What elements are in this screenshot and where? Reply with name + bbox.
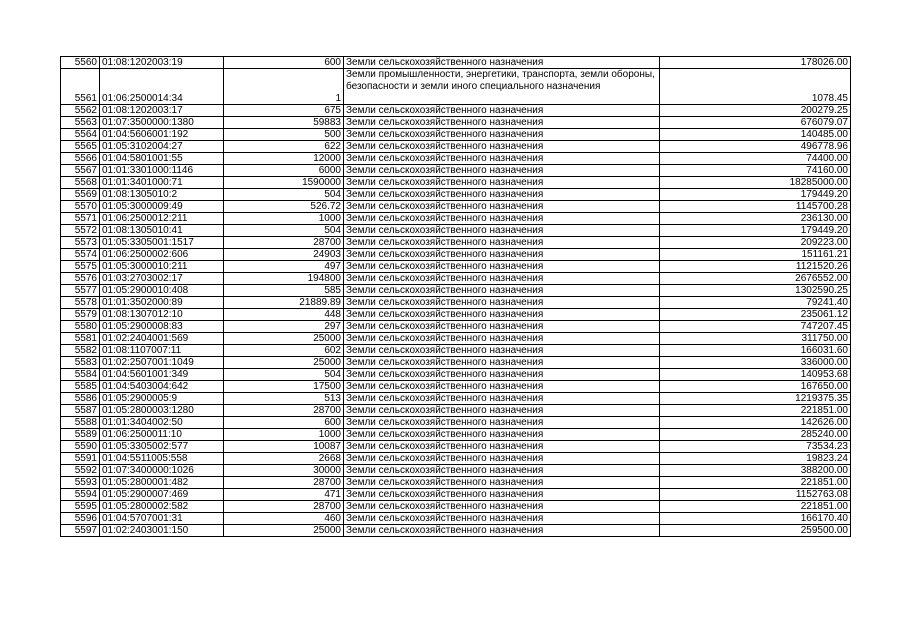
row-number-cell: 5583 xyxy=(61,357,100,369)
land-category-cell: Земли сельскохозяйственного назначения xyxy=(344,237,660,249)
cadastral-value-cell: 179449.20 xyxy=(660,225,851,237)
row-number-cell: 5569 xyxy=(61,189,100,201)
table-row xyxy=(61,489,851,501)
table-row xyxy=(61,189,851,201)
land-category-cell: Земли сельскохозяйственного назначения xyxy=(344,225,660,237)
cadastral-number-cell: 01:02:2403001:150 xyxy=(100,525,224,537)
cadastral-number-cell: 01:05:3000010:211 xyxy=(100,261,224,273)
cadastral-value-cell: 151161.21 xyxy=(660,249,851,261)
row-number-cell: 5580 xyxy=(61,321,100,333)
row-number-cell: 5574 xyxy=(61,249,100,261)
table-row xyxy=(61,213,851,225)
land-category-cell: Земли сельскохозяйственного назначения xyxy=(344,285,660,297)
row-number-cell: 5591 xyxy=(61,453,100,465)
land-category-cell: Земли сельскохозяйственного назначения xyxy=(344,213,660,225)
cadastral-value-cell: 1302590.25 xyxy=(660,285,851,297)
table-row xyxy=(61,201,851,213)
table-row xyxy=(61,225,851,237)
cadastral-number-cell: 01:08:1107007:11 xyxy=(100,345,224,357)
cadastral-value-cell: 1121520.26 xyxy=(660,261,851,273)
land-category-cell: Земли сельскохозяйственного назначения xyxy=(344,153,660,165)
row-number-cell: 5575 xyxy=(61,261,100,273)
area-cell: 10087 xyxy=(224,441,344,453)
land-category-cell: Земли сельскохозяйственного назначения xyxy=(344,513,660,525)
row-number-cell: 5594 xyxy=(61,489,100,501)
cadastral-value-cell: 179449.20 xyxy=(660,189,851,201)
cadastral-value-cell: 18285000.00 xyxy=(660,177,851,189)
area-cell: 12000 xyxy=(224,153,344,165)
area-cell: 622 xyxy=(224,141,344,153)
table-row xyxy=(61,477,851,489)
table-row xyxy=(61,465,851,477)
cadastral-number-cell: 01:05:2900005:9 xyxy=(100,393,224,405)
cadastral-number-cell: 01:04:5707001:31 xyxy=(100,513,224,525)
table-row xyxy=(61,105,851,117)
land-category-cell: Земли сельскохозяйственного назначения xyxy=(344,165,660,177)
area-cell: 500 xyxy=(224,129,344,141)
land-category-cell: Земли сельскохозяйственного назначения xyxy=(344,201,660,213)
area-cell: 600 xyxy=(224,417,344,429)
land-category-cell: Земли сельскохозяйственного назначения xyxy=(344,525,660,537)
row-number-cell: 5563 xyxy=(61,117,100,129)
row-number-cell: 5597 xyxy=(61,525,100,537)
area-cell: 513 xyxy=(224,393,344,405)
row-number-cell: 5595 xyxy=(61,501,100,513)
cadastral-value-cell: 388200.00 xyxy=(660,465,851,477)
row-number-cell: 5582 xyxy=(61,345,100,357)
area-cell: 25000 xyxy=(224,357,344,369)
area-cell: 25000 xyxy=(224,525,344,537)
cadastral-number-cell: 01:06:2500014:34 xyxy=(100,69,224,105)
land-category-cell: Земли сельскохозяйственного назначения xyxy=(344,105,660,117)
area-cell: 24903 xyxy=(224,249,344,261)
cadastral-number-cell: 01:01:3401000:71 xyxy=(100,177,224,189)
land-category-cell: Земли сельскохозяйственного назначения xyxy=(344,357,660,369)
table-row xyxy=(61,117,851,129)
table-row xyxy=(61,381,851,393)
table-row xyxy=(61,345,851,357)
table-row xyxy=(61,321,851,333)
cadastral-value-cell: 73534.23 xyxy=(660,441,851,453)
table-row xyxy=(61,417,851,429)
area-cell: 600 xyxy=(224,57,344,69)
cadastral-number-cell: 01:08:1202003:19 xyxy=(100,57,224,69)
cadastral-value-cell: 496778.96 xyxy=(660,141,851,153)
land-category-cell: Земли сельскохозяйственного назначения xyxy=(344,501,660,513)
area-cell: 30000 xyxy=(224,465,344,477)
cadastral-value-cell: 140485.00 xyxy=(660,129,851,141)
land-category-cell: Земли промышленности, энергетики, транспорта, земли обороны, безопасности и земли иного специального назначения xyxy=(344,69,660,105)
cadastral-value-cell: 74160.00 xyxy=(660,165,851,177)
row-number-cell: 5567 xyxy=(61,165,100,177)
cadastral-number-cell: 01:05:2800002:582 xyxy=(100,501,224,513)
cadastral-number-cell: 01:05:2900010:408 xyxy=(100,285,224,297)
cadastral-value-cell: 1145700.28 xyxy=(660,201,851,213)
cadastral-value-cell: 167650.00 xyxy=(660,381,851,393)
cadastral-number-cell: 01:04:5511005:558 xyxy=(100,453,224,465)
land-plots-table xyxy=(60,56,851,537)
land-category-cell: Земли сельскохозяйственного назначения xyxy=(344,297,660,309)
area-cell: 297 xyxy=(224,321,344,333)
land-category-cell: Земли сельскохозяйственного назначения xyxy=(344,189,660,201)
area-cell: 2668 xyxy=(224,453,344,465)
cadastral-number-cell: 01:01:3301000:1146 xyxy=(100,165,224,177)
area-cell: 28700 xyxy=(224,477,344,489)
area-cell: 1590000 xyxy=(224,177,344,189)
cadastral-value-cell: 221851.00 xyxy=(660,405,851,417)
cadastral-value-cell: 1219375.35 xyxy=(660,393,851,405)
land-category-cell: Земли сельскохозяйственного назначения xyxy=(344,381,660,393)
cadastral-number-cell: 01:08:1305010:41 xyxy=(100,225,224,237)
cadastral-number-cell: 01:02:2507001:1049 xyxy=(100,357,224,369)
row-number-cell: 5579 xyxy=(61,309,100,321)
cadastral-number-cell: 01:07:3400000:1026 xyxy=(100,465,224,477)
table-row xyxy=(61,429,851,441)
row-number-cell: 5572 xyxy=(61,225,100,237)
table-row xyxy=(61,441,851,453)
land-category-cell: Земли сельскохозяйственного назначения xyxy=(344,321,660,333)
row-number-cell: 5587 xyxy=(61,405,100,417)
cadastral-number-cell: 01:08:1305010:2 xyxy=(100,189,224,201)
land-category-cell: Земли сельскохозяйственного назначения xyxy=(344,465,660,477)
cadastral-value-cell: 2676552.00 xyxy=(660,273,851,285)
cadastral-value-cell: 166031.60 xyxy=(660,345,851,357)
row-number-cell: 5577 xyxy=(61,285,100,297)
area-cell: 504 xyxy=(224,189,344,201)
area-cell: 21889.89 xyxy=(224,297,344,309)
table-row xyxy=(61,261,851,273)
table-row xyxy=(61,177,851,189)
cadastral-number-cell: 01:06:2500012:211 xyxy=(100,213,224,225)
row-number-cell: 5578 xyxy=(61,297,100,309)
area-cell: 504 xyxy=(224,369,344,381)
land-category-cell: Земли сельскохозяйственного назначения xyxy=(344,261,660,273)
land-category-cell: Земли сельскохозяйственного назначения xyxy=(344,249,660,261)
area-cell: 585 xyxy=(224,285,344,297)
cadastral-value-cell: 140953.68 xyxy=(660,369,851,381)
cadastral-number-cell: 01:05:2900008:83 xyxy=(100,321,224,333)
row-number-cell: 5590 xyxy=(61,441,100,453)
area-cell: 460 xyxy=(224,513,344,525)
table-row xyxy=(61,357,851,369)
area-cell: 471 xyxy=(224,489,344,501)
row-number-cell: 5571 xyxy=(61,213,100,225)
cadastral-value-cell: 747207.45 xyxy=(660,321,851,333)
cadastral-number-cell: 01:06:2500002:606 xyxy=(100,249,224,261)
row-number-cell: 5576 xyxy=(61,273,100,285)
row-number-cell: 5596 xyxy=(61,513,100,525)
table-row xyxy=(61,237,851,249)
area-cell: 448 xyxy=(224,309,344,321)
area-cell: 1 xyxy=(224,69,344,105)
table-row xyxy=(61,405,851,417)
cadastral-value-cell: 221851.00 xyxy=(660,501,851,513)
area-cell: 194800 xyxy=(224,273,344,285)
table-row xyxy=(61,141,851,153)
cadastral-value-cell: 74400.00 xyxy=(660,153,851,165)
table-row xyxy=(61,69,851,105)
cadastral-number-cell: 01:03:2703002:17 xyxy=(100,273,224,285)
table-row xyxy=(61,525,851,537)
row-number-cell: 5561 xyxy=(61,69,100,105)
table-row xyxy=(61,333,851,345)
cadastral-value-cell: 311750.00 xyxy=(660,333,851,345)
area-cell: 497 xyxy=(224,261,344,273)
table-row xyxy=(61,129,851,141)
table-row xyxy=(61,453,851,465)
row-number-cell: 5564 xyxy=(61,129,100,141)
land-category-cell: Земли сельскохозяйственного назначения xyxy=(344,117,660,129)
area-cell: 59883 xyxy=(224,117,344,129)
cadastral-number-cell: 01:05:3305002:577 xyxy=(100,441,224,453)
row-number-cell: 5560 xyxy=(61,57,100,69)
row-number-cell: 5592 xyxy=(61,465,100,477)
land-category-cell: Земли сельскохозяйственного назначения xyxy=(344,417,660,429)
land-category-cell: Земли сельскохозяйственного назначения xyxy=(344,57,660,69)
land-category-cell: Земли сельскохозяйственного назначения xyxy=(344,477,660,489)
row-number-cell: 5570 xyxy=(61,201,100,213)
cadastral-value-cell: 79241.40 xyxy=(660,297,851,309)
row-number-cell: 5565 xyxy=(61,141,100,153)
table-row xyxy=(61,57,851,69)
cadastral-value-cell: 200279.25 xyxy=(660,105,851,117)
table-row xyxy=(61,285,851,297)
cadastral-number-cell: 01:08:1202003:17 xyxy=(100,105,224,117)
land-category-cell: Земли сельскохозяйственного назначения xyxy=(344,429,660,441)
land-category-cell: Земли сельскохозяйственного назначения xyxy=(344,369,660,381)
area-cell: 602 xyxy=(224,345,344,357)
cadastral-value-cell: 259500.00 xyxy=(660,525,851,537)
table-row xyxy=(61,393,851,405)
row-number-cell: 5581 xyxy=(61,333,100,345)
row-number-cell: 5562 xyxy=(61,105,100,117)
cadastral-number-cell: 01:07:3500000:1380 xyxy=(100,117,224,129)
area-cell: 25000 xyxy=(224,333,344,345)
table-row xyxy=(61,165,851,177)
cadastral-number-cell: 01:08:1307012:10 xyxy=(100,309,224,321)
land-category-cell: Земли сельскохозяйственного назначения xyxy=(344,441,660,453)
cadastral-value-cell: 676079.07 xyxy=(660,117,851,129)
cadastral-number-cell: 01:05:3102004:27 xyxy=(100,141,224,153)
row-number-cell: 5586 xyxy=(61,393,100,405)
area-cell: 1000 xyxy=(224,213,344,225)
cadastral-number-cell: 01:02:2404001:569 xyxy=(100,333,224,345)
cadastral-value-cell: 19823.24 xyxy=(660,453,851,465)
cadastral-number-cell: 01:04:5403004:642 xyxy=(100,381,224,393)
cadastral-value-cell: 209223.00 xyxy=(660,237,851,249)
cadastral-value-cell: 236130.00 xyxy=(660,213,851,225)
land-category-cell: Земли сельскохозяйственного назначения xyxy=(344,177,660,189)
table-body xyxy=(61,57,851,537)
land-category-cell: Земли сельскохозяйственного назначения xyxy=(344,309,660,321)
cadastral-number-cell: 01:05:3305001:1517 xyxy=(100,237,224,249)
row-number-cell: 5593 xyxy=(61,477,100,489)
cadastral-number-cell: 01:04:5601001:349 xyxy=(100,369,224,381)
land-category-cell: Земли сельскохозяйственного назначения xyxy=(344,489,660,501)
table-row xyxy=(61,501,851,513)
area-cell: 28700 xyxy=(224,501,344,513)
cadastral-value-cell: 336000.00 xyxy=(660,357,851,369)
cadastral-number-cell: 01:06:2500011:10 xyxy=(100,429,224,441)
land-category-cell: Земли сельскохозяйственного назначения xyxy=(344,333,660,345)
row-number-cell: 5584 xyxy=(61,369,100,381)
row-number-cell: 5589 xyxy=(61,429,100,441)
cadastral-number-cell: 01:05:2900007:469 xyxy=(100,489,224,501)
land-category-cell: Земли сельскохозяйственного назначения xyxy=(344,129,660,141)
cadastral-number-cell: 01:04:5801001:55 xyxy=(100,153,224,165)
cadastral-number-cell: 01:04:5606001:192 xyxy=(100,129,224,141)
area-cell: 675 xyxy=(224,105,344,117)
cadastral-value-cell: 285240.00 xyxy=(660,429,851,441)
cadastral-value-cell: 166170.40 xyxy=(660,513,851,525)
row-number-cell: 5588 xyxy=(61,417,100,429)
cadastral-value-cell: 1152763.08 xyxy=(660,489,851,501)
table-row xyxy=(61,249,851,261)
cadastral-number-cell: 01:01:3502000:89 xyxy=(100,297,224,309)
spreadsheet-page xyxy=(60,56,851,537)
cadastral-value-cell: 235061.12 xyxy=(660,309,851,321)
area-cell: 504 xyxy=(224,225,344,237)
land-category-cell: Земли сельскохозяйственного назначения xyxy=(344,405,660,417)
table-row xyxy=(61,369,851,381)
cadastral-number-cell: 01:05:2800003:1280 xyxy=(100,405,224,417)
land-category-cell: Земли сельскохозяйственного назначения xyxy=(344,393,660,405)
cadastral-number-cell: 01:05:2800001:482 xyxy=(100,477,224,489)
cadastral-value-cell: 178026.00 xyxy=(660,57,851,69)
cadastral-value-cell: 221851.00 xyxy=(660,477,851,489)
land-category-cell: Земли сельскохозяйственного назначения xyxy=(344,273,660,285)
cadastral-number-cell: 01:01:3404002:50 xyxy=(100,417,224,429)
table-row xyxy=(61,153,851,165)
row-number-cell: 5568 xyxy=(61,177,100,189)
table-row xyxy=(61,513,851,525)
area-cell: 1000 xyxy=(224,429,344,441)
land-category-cell: Земли сельскохозяйственного назначения xyxy=(344,141,660,153)
row-number-cell: 5573 xyxy=(61,237,100,249)
area-cell: 28700 xyxy=(224,237,344,249)
table-row xyxy=(61,273,851,285)
area-cell: 28700 xyxy=(224,405,344,417)
cadastral-number-cell: 01:05:3000009:49 xyxy=(100,201,224,213)
row-number-cell: 5585 xyxy=(61,381,100,393)
table-row xyxy=(61,309,851,321)
row-number-cell: 5566 xyxy=(61,153,100,165)
land-category-cell: Земли сельскохозяйственного назначения xyxy=(344,345,660,357)
cadastral-value-cell: 142626.00 xyxy=(660,417,851,429)
area-cell: 6000 xyxy=(224,165,344,177)
cadastral-value-cell: 1078.45 xyxy=(660,69,851,105)
table-row xyxy=(61,297,851,309)
area-cell: 526.72 xyxy=(224,201,344,213)
area-cell: 17500 xyxy=(224,381,344,393)
land-category-cell: Земли сельскохозяйственного назначения xyxy=(344,453,660,465)
